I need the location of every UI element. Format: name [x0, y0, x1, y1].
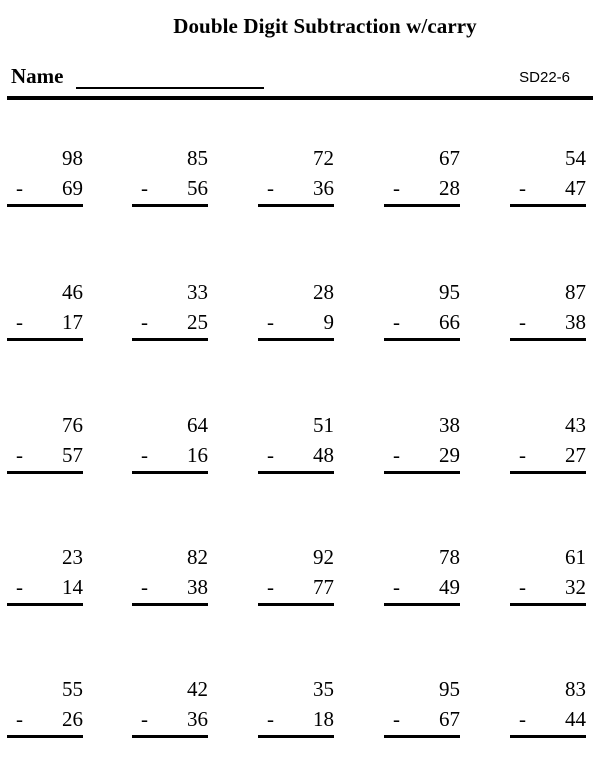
- minuend: 43: [565, 413, 586, 437]
- minus-sign: -: [141, 575, 148, 599]
- subtraction-problem: [258, 280, 334, 340]
- answer-line: [7, 471, 83, 474]
- answer-line: [384, 603, 460, 606]
- minuend: 38: [439, 413, 460, 437]
- minuend: 85: [187, 146, 208, 170]
- answer-line: [384, 735, 460, 738]
- subtraction-problem: [384, 545, 460, 605]
- subtraction-problem: [258, 677, 334, 737]
- answer-line: [7, 735, 83, 738]
- subtraction-problem: [384, 146, 460, 206]
- subtraction-problem: [132, 280, 208, 340]
- answer-line: [7, 338, 83, 341]
- minuend: 92: [313, 545, 334, 569]
- minus-sign: -: [16, 176, 23, 200]
- minuend: 82: [187, 545, 208, 569]
- minus-sign: -: [141, 176, 148, 200]
- answer-line: [384, 338, 460, 341]
- minuend: 87: [565, 280, 586, 304]
- subtraction-problem: [258, 545, 334, 605]
- minuend: 72: [313, 146, 334, 170]
- minus-sign: -: [16, 575, 23, 599]
- minus-sign: -: [267, 310, 274, 334]
- minus-sign: -: [16, 707, 23, 731]
- minus-sign: -: [267, 443, 274, 467]
- subtrahend: 67: [439, 707, 460, 731]
- subtrahend: 29: [439, 443, 460, 467]
- subtrahend: 18: [313, 707, 334, 731]
- minus-sign: -: [16, 443, 23, 467]
- minuend: 42: [187, 677, 208, 701]
- minus-sign: -: [393, 575, 400, 599]
- minus-sign: -: [393, 176, 400, 200]
- minuend: 23: [62, 545, 83, 569]
- subtraction-problem: [7, 545, 83, 605]
- answer-line: [510, 338, 586, 341]
- minus-sign: -: [16, 310, 23, 334]
- subtrahend: 57: [62, 443, 83, 467]
- minuend: 76: [62, 413, 83, 437]
- subtraction-problem: [384, 677, 460, 737]
- subtrahend: 32: [565, 575, 586, 599]
- minuend: 95: [439, 280, 460, 304]
- minuend: 33: [187, 280, 208, 304]
- subtraction-problem: [384, 280, 460, 340]
- answer-line: [258, 603, 334, 606]
- minus-sign: -: [393, 443, 400, 467]
- minuend: 98: [62, 146, 83, 170]
- minuend: 83: [565, 677, 586, 701]
- answer-line: [510, 204, 586, 207]
- subtrahend: 16: [187, 443, 208, 467]
- subtrahend: 36: [313, 176, 334, 200]
- subtrahend: 26: [62, 707, 83, 731]
- subtraction-problem: [7, 677, 83, 737]
- answer-line: [510, 735, 586, 738]
- subtrahend: 36: [187, 707, 208, 731]
- minuend: 51: [313, 413, 334, 437]
- answer-line: [7, 603, 83, 606]
- subtrahend: 28: [439, 176, 460, 200]
- answer-line: [384, 204, 460, 207]
- subtrahend: 69: [62, 176, 83, 200]
- subtraction-problem: [258, 146, 334, 206]
- minus-sign: -: [519, 310, 526, 334]
- name-label: Name: [11, 64, 64, 88]
- minus-sign: -: [267, 707, 274, 731]
- subtraction-problem: [132, 545, 208, 605]
- minus-sign: -: [141, 443, 148, 467]
- answer-line: [132, 603, 208, 606]
- minus-sign: -: [267, 176, 274, 200]
- subtraction-problem: [510, 677, 586, 737]
- minuend: 78: [439, 545, 460, 569]
- subtrahend: 77: [313, 575, 334, 599]
- answer-line: [132, 735, 208, 738]
- minus-sign: -: [393, 310, 400, 334]
- answer-line: [258, 338, 334, 341]
- minus-sign: -: [519, 575, 526, 599]
- subtrahend: 14: [62, 575, 83, 599]
- subtraction-problem: [7, 146, 83, 206]
- minuend: 61: [565, 545, 586, 569]
- minus-sign: -: [519, 443, 526, 467]
- subtrahend: 25: [187, 310, 208, 334]
- answer-line: [132, 471, 208, 474]
- worksheet-title: Double Digit Subtraction w/carry: [173, 14, 477, 38]
- subtraction-problem: [510, 413, 586, 473]
- subtrahend: 38: [187, 575, 208, 599]
- minuend: 67: [439, 146, 460, 170]
- minus-sign: -: [141, 707, 148, 731]
- subtrahend: 17: [62, 310, 83, 334]
- subtraction-problem: [132, 413, 208, 473]
- answer-line: [132, 338, 208, 341]
- minus-sign: -: [393, 707, 400, 731]
- subtrahend: 9: [323, 310, 334, 334]
- answer-line: [510, 471, 586, 474]
- subtrahend: 48: [313, 443, 334, 467]
- subtraction-problem: [510, 280, 586, 340]
- minuend: 35: [313, 677, 334, 701]
- answer-line: [510, 603, 586, 606]
- subtraction-problem: [132, 146, 208, 206]
- minuend: 64: [187, 413, 208, 437]
- subtrahend: 47: [565, 176, 586, 200]
- subtrahend: 27: [565, 443, 586, 467]
- subtrahend: 38: [565, 310, 586, 334]
- worksheet-code: SD22-6: [519, 69, 570, 86]
- subtrahend: 49: [439, 575, 460, 599]
- subtrahend: 56: [187, 176, 208, 200]
- subtraction-problem: [132, 677, 208, 737]
- minuend: 46: [62, 280, 83, 304]
- minus-sign: -: [519, 176, 526, 200]
- subtrahend: 44: [565, 707, 586, 731]
- minuend: 28: [313, 280, 334, 304]
- minus-sign: -: [141, 310, 148, 334]
- minus-sign: -: [519, 707, 526, 731]
- subtraction-problem: [7, 280, 83, 340]
- minus-sign: -: [267, 575, 274, 599]
- answer-line: [258, 471, 334, 474]
- answer-line: [7, 204, 83, 207]
- answer-line: [384, 471, 460, 474]
- subtraction-problem: [510, 545, 586, 605]
- minuend: 55: [62, 677, 83, 701]
- minuend: 54: [565, 146, 586, 170]
- answer-line: [132, 204, 208, 207]
- subtraction-problem: [7, 413, 83, 473]
- subtraction-problem: [384, 413, 460, 473]
- subtrahend: 66: [439, 310, 460, 334]
- answer-line: [258, 735, 334, 738]
- minuend: 95: [439, 677, 460, 701]
- answer-line: [258, 204, 334, 207]
- subtraction-problem: [510, 146, 586, 206]
- subtraction-problem: [258, 413, 334, 473]
